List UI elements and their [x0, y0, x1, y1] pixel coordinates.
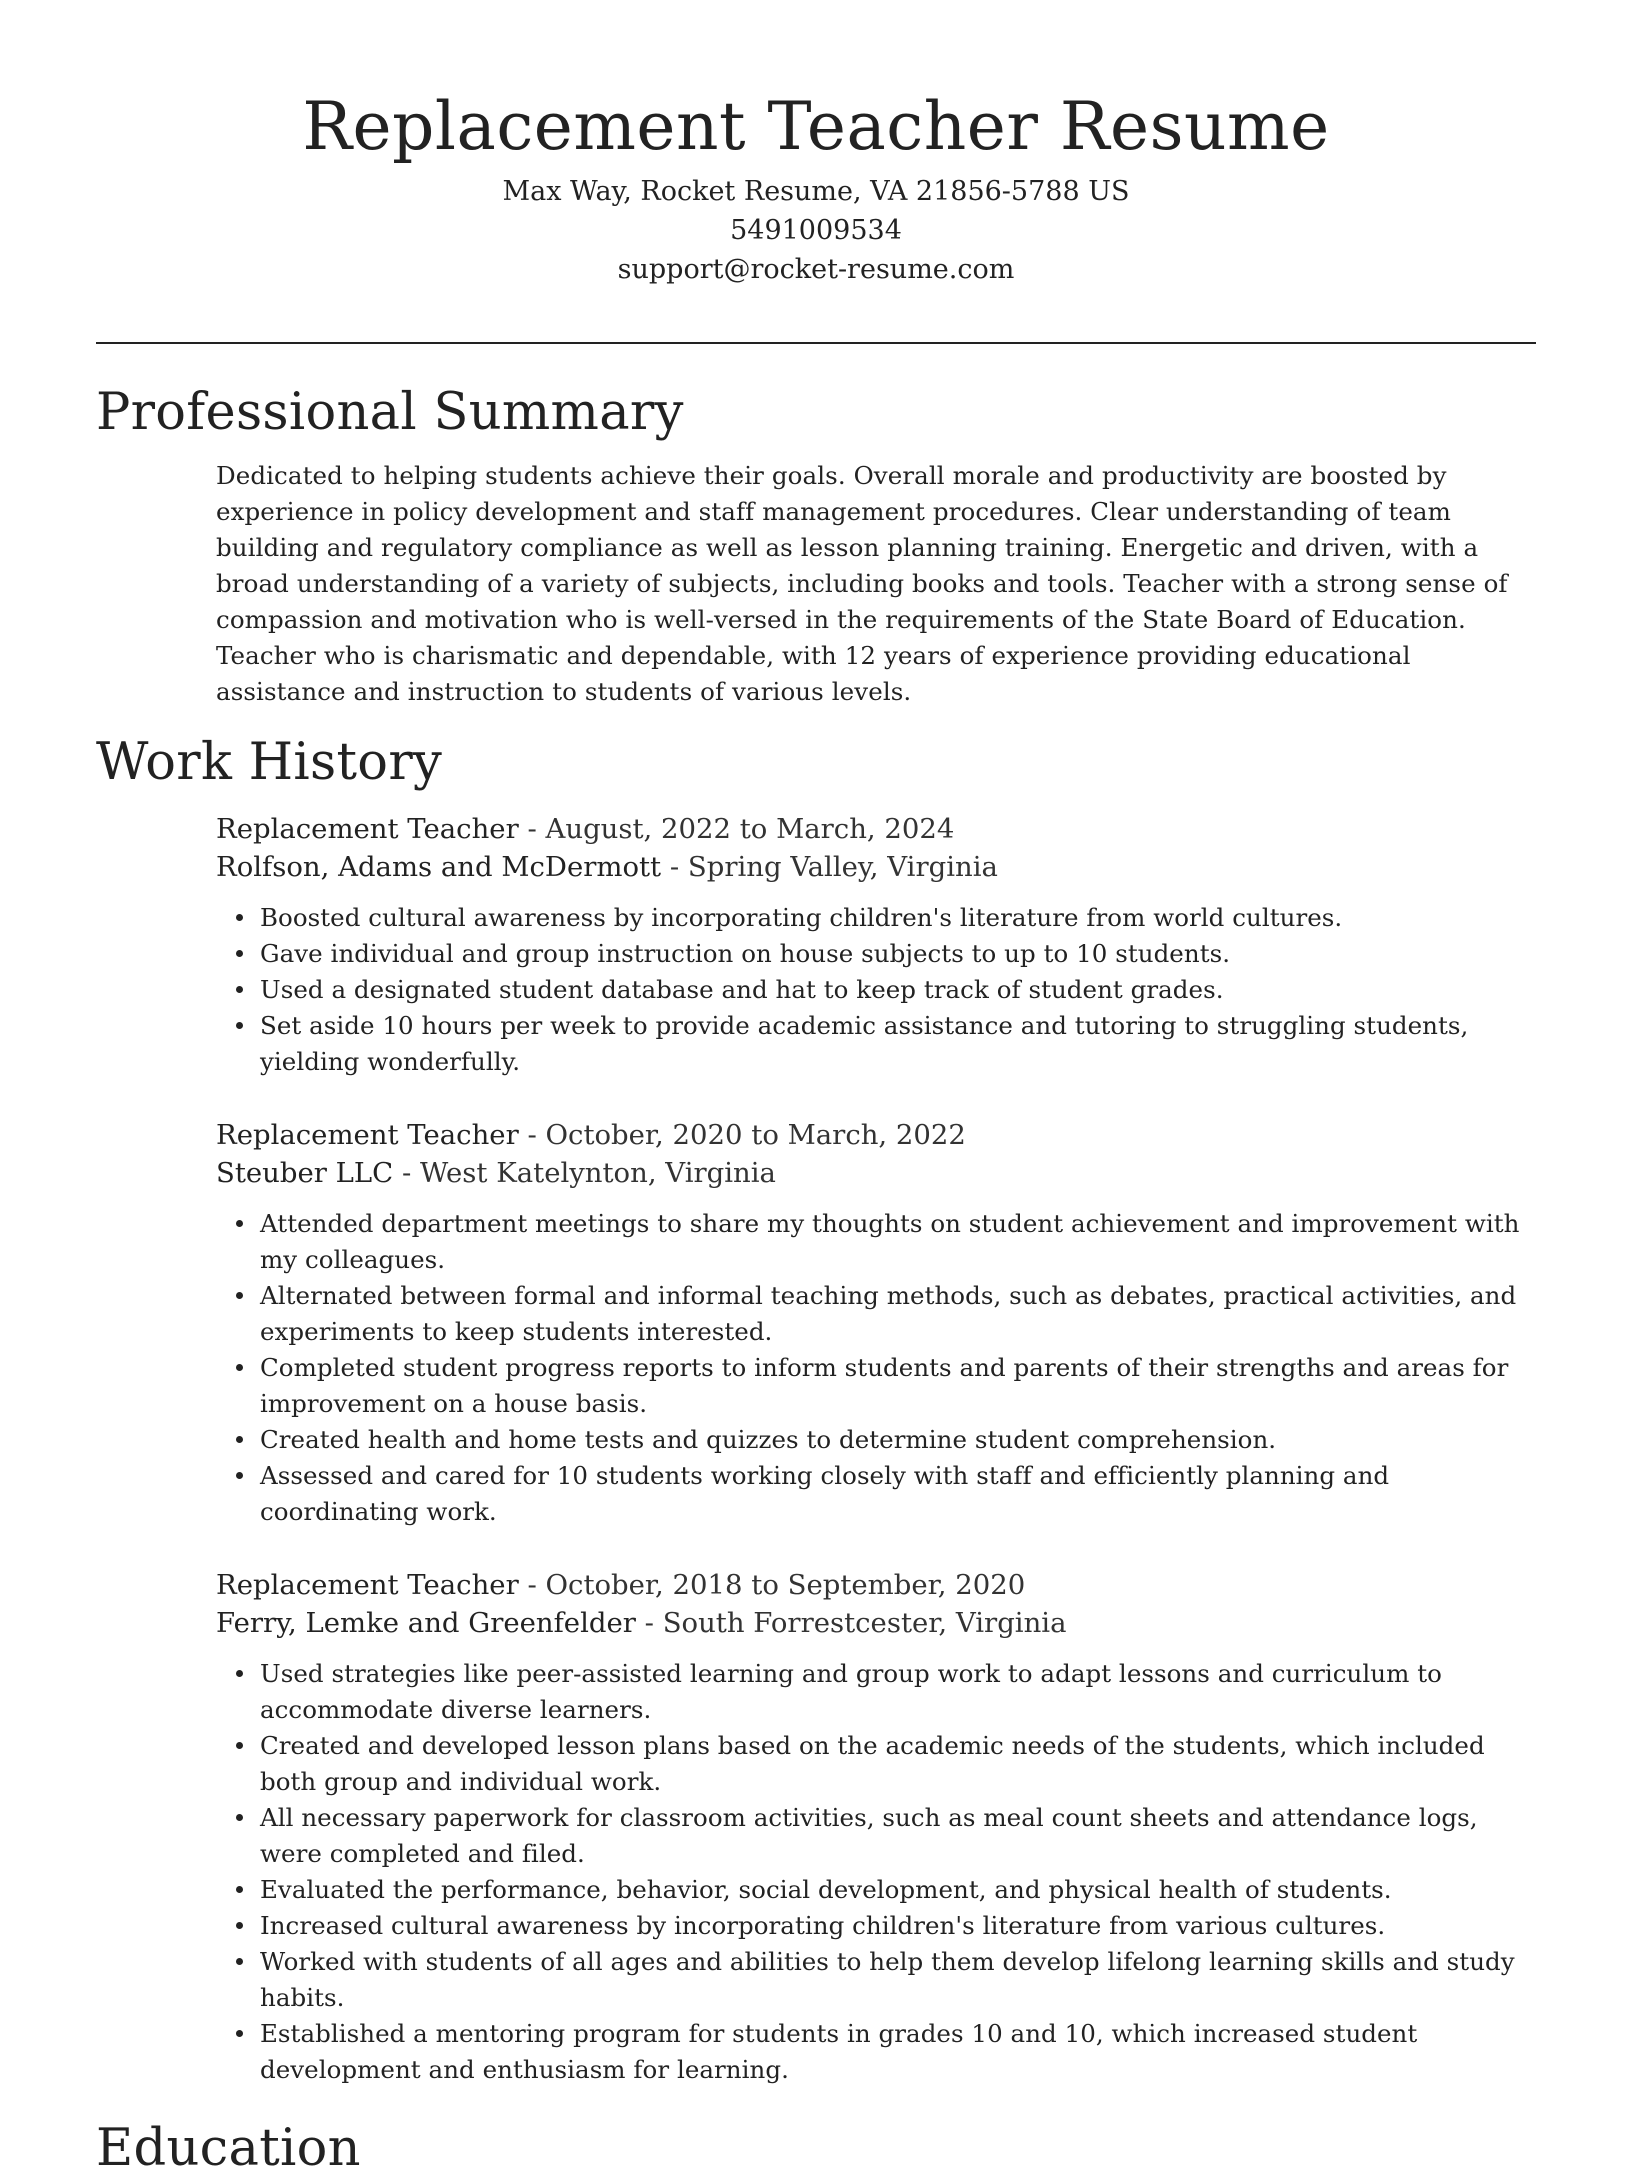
bullet-dot [236, 1886, 243, 1893]
address: Max Way, Rocket Resume, VA 21856-5788 US [502, 176, 1130, 207]
professional-summary-section [96, 380, 1536, 710]
work-history-heading: Work History [96, 733, 443, 792]
job-bullets [216, 900, 1536, 1080]
bullet-text: Evaluated the performance, behavior, social development, and physical health of students. [260, 1875, 1392, 1904]
company-name: Ferry, Lemke and Greenfelder [216, 1607, 636, 1639]
bullet-dot [236, 950, 243, 957]
company-line [216, 848, 1536, 886]
resume-header [96, 84, 1536, 289]
resume-title: Replacement Teacher Resume [302, 88, 1330, 165]
bullet-dot [236, 914, 243, 921]
email: support@rocket-resume.com [617, 254, 1015, 285]
job-bullets [216, 1206, 1536, 1530]
bullet-text: Assessed and cared for 10 students working closely with staff and efficiently planning and coordinating work. [260, 1461, 1390, 1526]
bullet-dot [236, 2030, 243, 2037]
bullet-dot [236, 1670, 243, 1677]
bullet-item [260, 1728, 1536, 1800]
separator: - [518, 813, 546, 845]
bullet-item [260, 1944, 1536, 2016]
company-line [216, 1154, 1536, 1192]
professional-summary-text: Dedicated to helping students achieve their goals. Overall morale and productivity are boosted by experience in policy development and staff management procedures. Clear understanding of team building and regulatory compliance as well as lesson planning training. Energetic and driven, with a broad understanding of a variety of subjects, including books and tools. Teacher with a strong sense of compassion and motivation who is well-versed in the requirements of the State Board of Education. Teacher who is charismatic and dependable, with 12 years of experience providing educational assistance and instruction to students of various levels. [216, 461, 1508, 706]
job-bullets [216, 1656, 1536, 2088]
bullet-item [260, 1800, 1536, 1872]
bullet-dot [236, 1292, 243, 1299]
education-heading: Education [96, 2119, 361, 2178]
bullet-item [260, 1872, 1536, 1908]
separator: - [661, 851, 688, 883]
bullet-dot [236, 1364, 243, 1371]
bullet-text: Created health and home tests and quizzes to determine student comprehension. [260, 1425, 1277, 1454]
contact-info [96, 172, 1536, 289]
bullet-item [260, 972, 1536, 1008]
company-location: South Forrestcester, Virginia [662, 1607, 1067, 1639]
separator: - [393, 1157, 420, 1189]
bullet-dot [236, 986, 243, 993]
job-entry [216, 1566, 1536, 2088]
job-title-line [216, 1116, 1536, 1154]
job-title: Replacement Teacher [216, 1119, 519, 1151]
company-name: Rolfson, Adams and McDermott [216, 851, 662, 883]
job-entry [216, 810, 1536, 1080]
bullet-text: Worked with students of all ages and abilities to help them develop lifelong learning skills and study habits. [260, 1947, 1515, 2012]
bullet-item [260, 900, 1536, 936]
bullet-dot [236, 1814, 243, 1821]
company-name: Steuber LLC [216, 1157, 394, 1189]
bullet-item [260, 1908, 1536, 1944]
bullet-text: Used strategies like peer-assisted learning and group work to adapt lessons and curriculum to accommodate diverse learners. [260, 1659, 1442, 1724]
bullet-item [260, 1350, 1536, 1422]
separator: - [518, 1569, 546, 1601]
company-location: Spring Valley, Virginia [687, 851, 998, 883]
bullet-text: Completed student progress reports to inform students and parents of their strengths and areas for improvement on a house basis. [260, 1353, 1509, 1418]
bullet-dot [236, 1742, 243, 1749]
bullet-text: Gave individual and group instruction on house subjects to up to 10 students. [260, 939, 1231, 968]
bullet-text: All necessary paperwork for classroom activities, such as meal count sheets and attendance logs, were completed and filed. [260, 1803, 1478, 1868]
phone: 5491009534 [730, 215, 902, 246]
bullet-dot [236, 1436, 243, 1443]
job-entry [216, 1116, 1536, 1530]
company-location: West Katelynton, Virginia [420, 1157, 776, 1189]
bullet-dot [236, 1022, 243, 1029]
professional-summary-heading: Professional Summary [96, 383, 684, 442]
bullet-text: Boosted cultural awareness by incorporating children's literature from world cultures. [260, 903, 1343, 932]
job-dates: October, 2018 to September, 2020 [545, 1569, 1026, 1601]
job-title: Replacement Teacher [216, 1569, 519, 1601]
bullet-text: Set aside 10 hours per week to provide academic assistance and tutoring to struggling students, yielding wonderfully. [260, 1011, 1469, 1076]
bullet-item [260, 1656, 1536, 1728]
bullet-text: Established a mentoring program for students in grades 10 and 10, which increased student development and enthusiasm for learning. [260, 2019, 1418, 2084]
bullet-item [260, 1422, 1536, 1458]
bullet-text: Alternated between formal and informal teaching methods, such as debates, practical activities, and experiments to keep students interested. [260, 1281, 1517, 1346]
bullet-text: Increased cultural awareness by incorporating children's literature from various cultures. [260, 1911, 1386, 1940]
separator: - [518, 1119, 546, 1151]
education-section [96, 2116, 1536, 2182]
job-dates: August, 2022 to March, 2024 [545, 813, 955, 845]
bullet-item [260, 1458, 1536, 1530]
header-divider [96, 342, 1536, 344]
job-title: Replacement Teacher [216, 813, 519, 845]
bullet-dot [236, 1472, 243, 1479]
bullet-text: Used a designated student database and hat to keep track of student grades. [260, 975, 1224, 1004]
bullet-item [260, 2016, 1536, 2088]
separator: - [635, 1607, 663, 1639]
job-dates: October, 2020 to March, 2022 [545, 1119, 966, 1151]
bullet-item [260, 936, 1536, 972]
bullet-text: Attended department meetings to share my thoughts on student achievement and improvement with my colleagues. [260, 1209, 1520, 1274]
bullet-item [260, 1206, 1536, 1278]
job-title-line [216, 810, 1536, 848]
bullet-text: Created and developed lesson plans based on the academic needs of the students, which included both group and individual work. [260, 1731, 1485, 1796]
bullet-item [260, 1008, 1536, 1080]
bullet-dot [236, 1922, 243, 1929]
work-history-section [96, 730, 1536, 2088]
company-line [216, 1604, 1536, 1642]
resume-body [96, 380, 1536, 2182]
bullet-item [260, 1278, 1536, 1350]
bullet-dot [236, 1958, 243, 1965]
bullet-dot [236, 1220, 243, 1227]
job-title-line [216, 1566, 1536, 1604]
